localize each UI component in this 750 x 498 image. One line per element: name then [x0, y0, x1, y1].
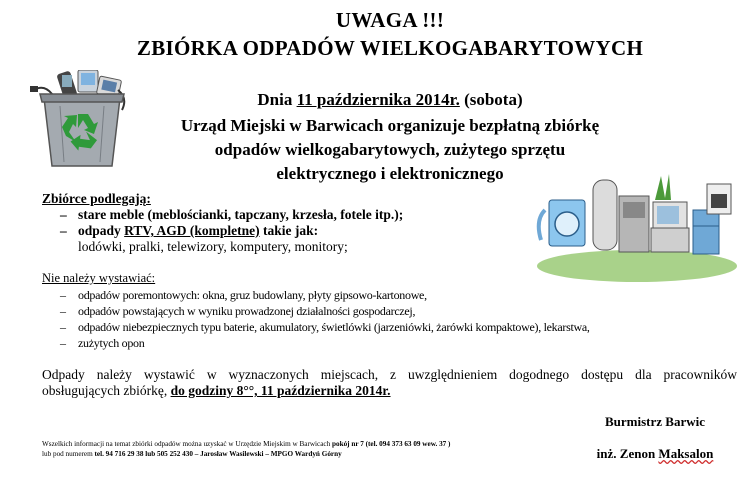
- excluded-item: odpadów poremontowych: okna, gruz budowlany, płyty gipsowo-kartonowe,: [78, 288, 427, 302]
- date-suffix: (sobota): [459, 90, 523, 109]
- organizer-line-1: Urząd Miejski w Barwicach organizuje bezpłatną zbiórkę: [180, 116, 600, 135]
- footer-contact-line-1: [42, 440, 450, 448]
- recycling-bin-icon: [30, 70, 135, 175]
- excluded-item: odpadów niebezpiecznych typu baterie, akumulatory, świetlówki (jarzeniówki, żarówki kompaktowe), lekarstwa,: [78, 320, 590, 334]
- appliances-icon: [535, 170, 740, 290]
- footer-phone: tel. 94 716 29 38 lub 505 252 430 – Jarosław Wasilewski – MPGO Wardyń Górny: [94, 450, 342, 458]
- accepted-item-furniture: stare meble (meblościanki, tapczany, krzesła, fotele itp.);: [78, 207, 404, 222]
- footer-text: lub pod numerem: [42, 450, 95, 458]
- accepted-heading: Zbiórce podlegają:: [42, 191, 151, 206]
- bullet-dash: –: [60, 223, 67, 238]
- date-prefix: Dnia: [257, 90, 297, 109]
- bullet-dash: –: [60, 320, 66, 334]
- signature-title: Burmistrz Barwic: [604, 414, 705, 429]
- notice-heading: UWAGA !!!: [335, 8, 445, 32]
- deadline-prefix: obsługujących zbiórkę,: [42, 383, 171, 398]
- bullet-dash: –: [60, 207, 67, 222]
- excluded-heading: Nie należy wystawiać:: [42, 271, 156, 285]
- accepted-item-rtv-agd: [78, 223, 318, 239]
- event-date: 11 października 2014r.: [296, 90, 460, 109]
- placement-deadline: [42, 383, 391, 399]
- event-date-line: [150, 90, 630, 110]
- organizer-line-3: elektrycznego i elektronicznego: [276, 164, 504, 183]
- placement-notice: Odpady należy wystawić w wyznaczonych miejscach, z uwzględnieniem dogodnego dostępu dla pracowników: [42, 367, 737, 382]
- rtv-suffix: takie jak:: [259, 223, 319, 238]
- rtv-prefix: odpady: [78, 223, 125, 238]
- bullet-dash: –: [60, 288, 66, 302]
- rtv-agd-label: RTV, AGD (kompletne): [124, 223, 260, 238]
- footer-contact-line-2: [42, 450, 342, 458]
- accepted-item-details: lodówki, pralki, telewizory, komputery, monitory;: [78, 239, 348, 254]
- organizer-line-2: odpadów wielkogabarytowych, zużytego sprzętu: [214, 140, 566, 159]
- signature-name-prefix: inż. Zenon: [596, 446, 659, 461]
- bullet-dash: –: [60, 304, 66, 318]
- signature-surname: Maksalon: [658, 446, 714, 461]
- signature-name: [570, 446, 740, 462]
- excluded-item: zużytych opon: [78, 336, 145, 350]
- excluded-item: odpadów powstających w wyniku prowadzonej działalności gospodarczej,: [78, 304, 416, 318]
- deadline-time: do godziny 8°°, 11 października 2014r.: [170, 383, 391, 398]
- footer-text: Wszelkich informacji na temat zbiórki odpadów można uzyskać w Urzędzie Miejskim w Barwicach: [42, 440, 332, 448]
- bullet-dash: –: [60, 336, 66, 350]
- footer-room: pokój nr 7 (tel. 094 373 63 09 wew. 37 ): [332, 440, 451, 448]
- page-title: ZBIÓRKA ODPADÓW WIELKOGABARYTOWYCH: [136, 36, 644, 60]
